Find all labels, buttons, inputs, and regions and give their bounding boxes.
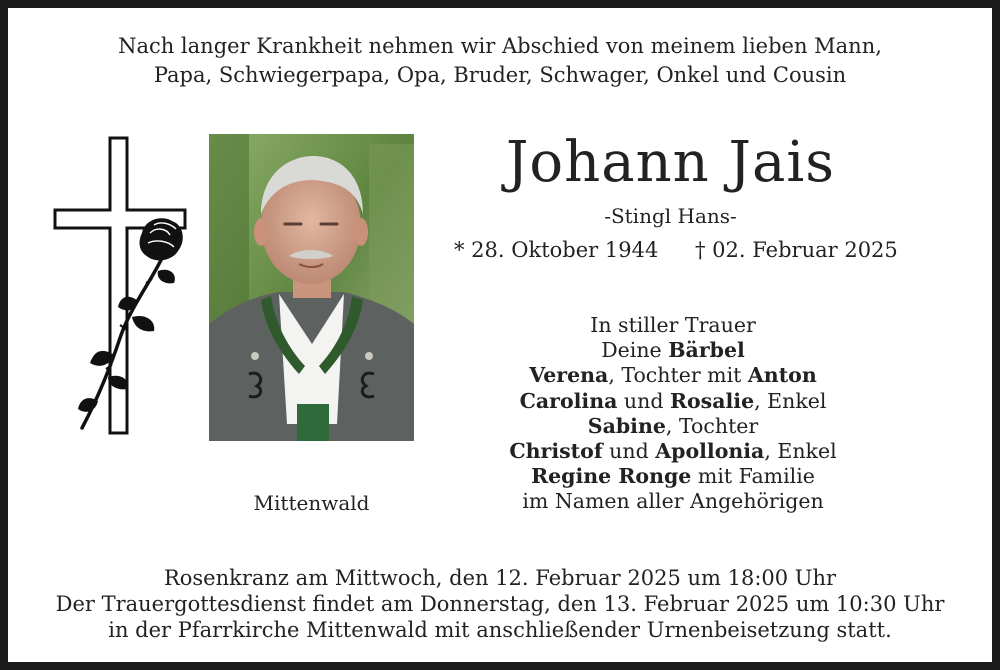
mourner-name: Christof xyxy=(509,439,603,464)
mourner-relation: Deine xyxy=(601,338,669,363)
mourner-name: Sabine xyxy=(587,413,666,438)
mourner-name: Anton xyxy=(747,363,817,388)
service-info xyxy=(8,565,992,643)
obituary-card xyxy=(8,8,992,662)
mourner-name: Carolina xyxy=(519,388,618,413)
mourner-line xyxy=(463,389,883,414)
death-date: † 02. Februar 2025 xyxy=(695,238,898,262)
mourner-name: Regine Ronge xyxy=(531,464,692,489)
place-label: Mittenwald xyxy=(253,491,370,515)
deceased-name: Johann Jais xyxy=(505,130,836,195)
mourner-name: Verena xyxy=(529,363,609,388)
service-line-1: Rosenkranz am Mittwoch, den 12. Februar 2025 um 18:00 Uhr xyxy=(163,566,837,590)
mourner-relation: , Enkel xyxy=(754,388,827,413)
intro-line-1: Nach langer Krankheit nehmen wir Abschied von meinem lieben Mann, xyxy=(118,34,882,58)
mourner-line xyxy=(463,363,883,388)
deceased-nickname: -Stingl Hans- xyxy=(604,204,737,228)
mourner-name: Bärbel xyxy=(668,338,745,363)
cross-with-rose-icon xyxy=(50,133,190,438)
service-line-3: in der Pfarrkirche Mittenwald mit anschließender Urnenbeisetzung statt. xyxy=(108,618,892,642)
mourner-line xyxy=(463,464,883,489)
mourner-line xyxy=(463,439,883,464)
portrait-photo xyxy=(209,134,414,441)
mourner-relation: und xyxy=(617,388,670,413)
mourner-relation: , Tochter mit xyxy=(608,363,748,388)
mourner-relation: , Tochter xyxy=(665,413,759,438)
mourner-line xyxy=(463,414,883,439)
intro-text xyxy=(8,32,992,90)
mourner-name: Rosalie xyxy=(669,388,755,413)
mourner-line xyxy=(463,338,883,363)
mourners-heading: In stiller Trauer xyxy=(590,313,756,337)
mourner-relation: , Enkel xyxy=(764,439,837,464)
mourner-relation: und xyxy=(602,439,656,464)
mourners-block xyxy=(463,313,883,515)
birth-date: * 28. Oktober 1944 xyxy=(454,238,659,262)
mourner-name: Apollonia xyxy=(655,439,765,464)
mourner-relation: mit Familie xyxy=(691,464,815,489)
mourners-closing: im Namen aller Angehörigen xyxy=(522,489,824,514)
service-line-2: Der Trauergottesdienst findet am Donnerstag, den 13. Februar 2025 um 10:30 Uhr xyxy=(55,592,945,616)
intro-line-2: Papa, Schwiegerpapa, Opa, Bruder, Schwager, Onkel und Cousin xyxy=(153,63,847,87)
mourner-lines xyxy=(463,338,883,489)
